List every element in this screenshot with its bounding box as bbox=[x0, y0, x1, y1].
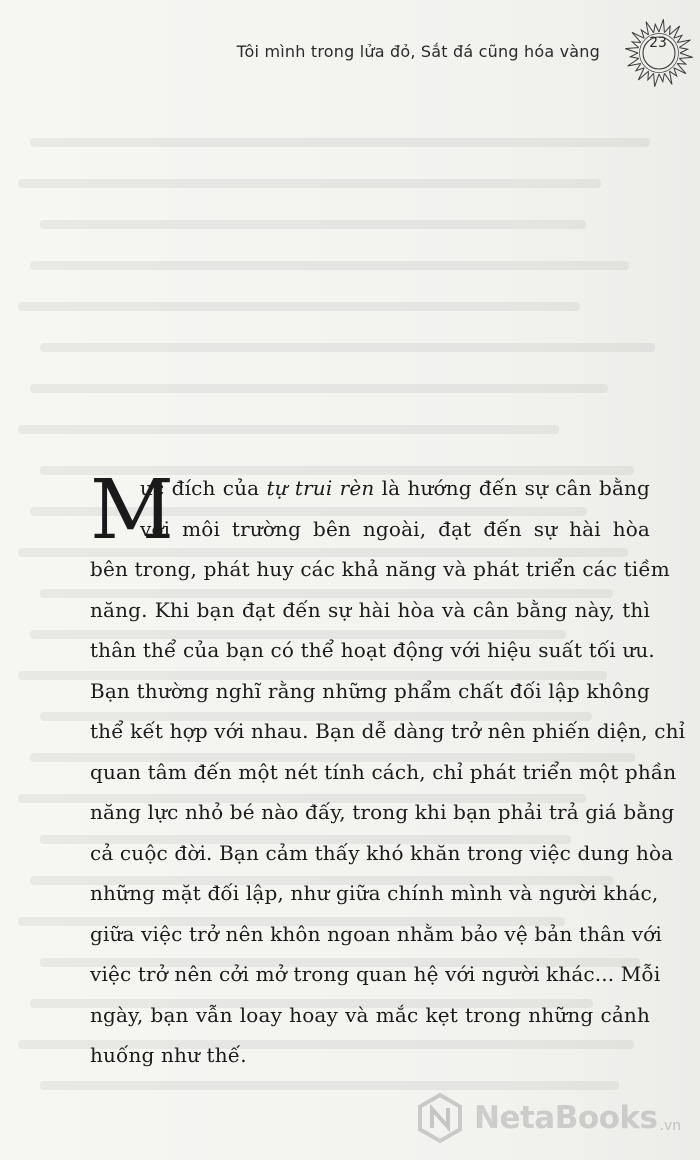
drop-cap: M bbox=[90, 463, 174, 558]
sun-ray bbox=[630, 53, 638, 58]
text-line: ục đích của tự trui rèn là hướng đến sự cân bằng bbox=[140, 476, 651, 500]
sun-ray bbox=[679, 48, 687, 53]
netabooks-logo-icon bbox=[414, 1092, 466, 1144]
emphasis-term: tự trui rèn bbox=[266, 476, 375, 500]
sun-ray bbox=[659, 19, 664, 32]
page-number: 23 bbox=[649, 35, 667, 51]
sun-ray bbox=[628, 59, 641, 67]
sun-ray bbox=[664, 26, 670, 35]
text-line: thân thể của bạn có thể hoạt động với hiệu suất tối ưu. bbox=[90, 638, 655, 662]
sun-ray bbox=[654, 73, 659, 86]
bleed-through-line bbox=[30, 138, 650, 147]
sun-ray bbox=[677, 58, 686, 64]
sun-ray bbox=[632, 42, 641, 48]
sun-ornament-icon bbox=[622, 16, 696, 90]
sun-ray bbox=[625, 48, 638, 53]
bleed-through-line bbox=[30, 384, 608, 393]
watermark-suffix: .vn bbox=[659, 1118, 682, 1134]
text-line: những mặt đối lập, như giữa chính mình và người khác, bbox=[90, 881, 659, 905]
text-line: huống như thế. bbox=[90, 1043, 247, 1067]
bleed-through-line bbox=[18, 425, 559, 434]
sun-ray bbox=[654, 24, 659, 32]
bleed-through-line bbox=[40, 1081, 619, 1090]
sun-ray bbox=[646, 22, 654, 35]
text-line: giữa việc trở nên khôn ngoan nhằm bảo vệ bản thân với bbox=[90, 921, 662, 946]
text-line: năng lực nhỏ bé nào đấy, trong khi bạn phải trả giá bằng bbox=[90, 800, 675, 824]
text-line: việc trở nên cởi mở trong quan hệ với người khác... Mỗi bbox=[90, 962, 661, 986]
text-line: thể kết hợp với nhau. Bạn dễ dàng trở nên phiến diện, chỉ bbox=[90, 719, 686, 743]
sun-ray bbox=[659, 73, 664, 81]
text-line: với môi trường bên ngoài, đạt đến sự hài hòa bbox=[140, 516, 650, 541]
body-paragraph bbox=[90, 463, 686, 1076]
running-header: Tôi mình trong lửa đỏ, Sắt đá cũng hóa vàng bbox=[236, 42, 600, 61]
text-line: năng. Khi bạn đạt đến sự hài hòa và cân bằng này, thì bbox=[90, 597, 650, 622]
bleed-through-line bbox=[18, 302, 580, 311]
text-line: ngày, bạn vẫn loay hoay và mắc kẹt trong những cảnh bbox=[90, 1002, 650, 1027]
sun-ray bbox=[679, 53, 692, 58]
bleed-through-line bbox=[40, 220, 586, 229]
text-line: Bạn thường nghĩ rằng những phẩm chất đối lập không bbox=[90, 678, 650, 703]
sun-ray bbox=[677, 40, 690, 48]
text-line: cả cuộc đời. Bạn cảm thấy khó khăn trong việc dung hòa bbox=[90, 840, 674, 865]
sun-ray bbox=[648, 71, 654, 80]
text-line: quan tâm đến một nét tính cách, chỉ phát triển một phần bbox=[90, 759, 677, 784]
bleed-through-line bbox=[40, 343, 655, 352]
bleed-through-line bbox=[30, 261, 629, 270]
sun-ray bbox=[665, 71, 673, 84]
bleed-through-line bbox=[18, 179, 601, 188]
watermark-brand: NetaBooks bbox=[474, 1100, 658, 1136]
text-line: bên trong, phát huy các khả năng và phát triển các tiềm bbox=[90, 557, 670, 581]
watermark bbox=[414, 1090, 681, 1146]
